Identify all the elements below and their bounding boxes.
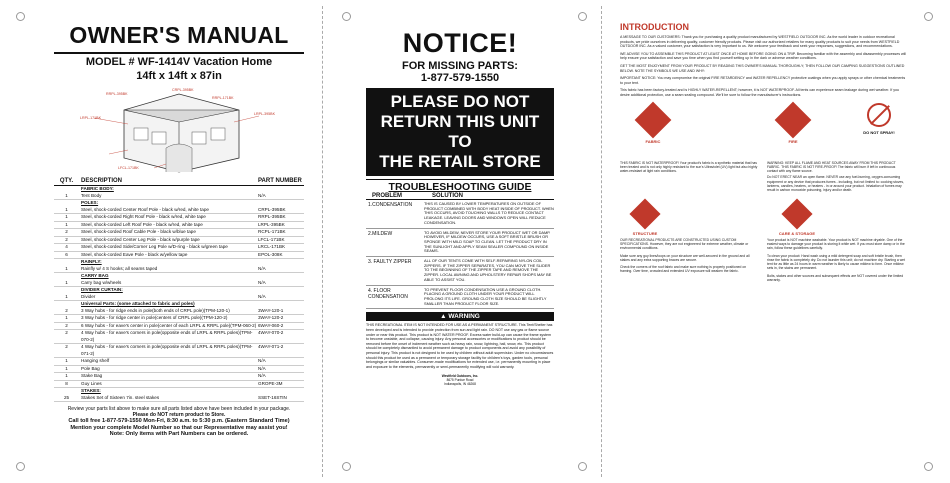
description-cell: Tent Body [81,192,102,198]
parts-row [54,237,304,245]
qty-cell: 1 [65,315,68,320]
parts-row [54,308,304,316]
parts-row [54,366,304,374]
description-cell: Steel, shock-corded Center Roof Pole - black w/red, white tape [81,206,209,212]
description-cell: RAINFLY: [81,259,102,264]
qty-cell: 1 [65,206,68,212]
part-number-cell: N/A [258,279,266,285]
description-cell: 3 Way hubs - for ridge center in pole(centers of CRPL pole)(TPM-120-2) [81,315,228,320]
fire-symbol [768,103,818,144]
banner-line: PLEASE DO NOT [390,92,530,111]
description-cell: 4 Way hubs - for eave's corners in pole(opposite ends of LRPL & RRPL poles)(TPM-070-2) [81,330,253,342]
solution-cell: TO PREVENT FLOOR CONDENSATION USE A GROUND CLOTH. PLACING A GROUND CLOTH UNDER YOUR PRODUCT WILL PROLONG ITS LIFE. GROUND CLOTH SIZE SHOULD BE SLIGHTLY SMALLER THAN PRODUCT FLOOR SIZE. [424,286,547,306]
description-cell: FABRIC BODY: [81,186,114,191]
care-symbol [767,203,827,236]
parts-row [54,373,304,381]
parts-row [54,280,304,288]
care-storage-icon [781,198,812,229]
part-number-cell: LRPL-395BK [258,221,285,227]
description-cell: Steel, shock-corded Right Roof Pole - black w/red, white tape [81,214,206,219]
fabric-column [620,161,759,193]
notice-heading: NOTICE! [402,28,518,58]
troubleshooting-row [366,200,554,229]
parts-row [54,381,304,389]
troubleshooting-header [366,193,554,200]
warning-text: THIS RECREATIONAL ITEM IS NOT INTENDED FOR USE AS A PERMANENT STRUCTURE. This Tent/Shelter has been developed and is intended to provide protection from sun and light rain. DO NOT use any gas or flame source under or near this product. This product is NOT WATER PROOF. Excess water build-up can cause the frame system to become unstable, and collapse, causing injury. Any personal accessories or modifications to product should be removed before the onset of inclement weather such as heavy rain, snow, lightning, hail, snow, etc. This product should be completely dismantled to avoid permanent damage to product components and avoid any possibility of personal injury. This product is not designed to be used by children without adult supervision. Under no circumstances should this product be used as a permanent or temporary storage facility for children's toys, garden tools, personal belongings or similar valuables. Consumer-made modifications for extended use, i.e. permanently mounting in place and exposure to the elements, permanently or semi-permanently modifying will void warranty. [366,323,554,369]
parts-row [54,229,304,237]
structure-care-columns [620,199,906,283]
description-cell: STAKES: [81,388,101,393]
part-number-cell: LRCL-171BK [258,244,286,249]
description-cell: Pole Bag [81,365,100,371]
description-header: DESCRIPTION [81,178,123,184]
part-number-cell: N/A [258,365,266,371]
part-number-cell: 3WAY-120-1 [258,307,284,313]
part-number-cell: 4WAY-071-2 [258,344,284,349]
tent-label: LRPL-171BK [80,116,101,120]
description-cell: Stake Bag [81,373,103,378]
punch-hole [342,12,351,21]
part-number-cell: N/A [258,192,266,198]
manual-title: OWNER'S MANUAL [69,22,289,48]
parts-list-header [54,178,304,186]
footer-note: Note: Only items with Part Numbers can be ordered. [109,430,249,437]
solution-cell: ALL OF OUR TENTS COME WITH SELF-REPAIRING NYLON COIL ZIPPERS. IF THE ZIPPER SEPARATES, YOU CAN MOVE THE SLIDER TO THE BEGINNING OF THE ZIPPER TAPE AND REMOVE THE ZIPPER. LOCAL AWNING AND UPHOLSTERY REPAIR SHOPS MAY BE ABLE TO ASSIST YOU. [424,258,552,282]
solution-cell: TO AVOID MILDEW, NEVER STORE YOUR PRODUCT WET OR DAMP. HOWEVER, IF MILDEW OCCURS, USE A SOFT BRISTLE BRUSH OR SPONGE WITH MILD SOAP TO CLEAN. LET THE PRODUCT DRY IN THE SUNLIGHT AND APPLY SEAM SEALER COMPOUND ON INSIDE SEAMS. [424,229,551,254]
qty-cell: 1 [65,221,68,227]
fire-column [767,161,906,193]
troubleshooting-row [366,286,554,310]
fire-warning-text: WARNING: KEEP ALL FLAME AND HEAT SOURCES AWAY FROM THIS PRODUCT FABRIC. THIS FABRIC IS NOT FIRE-PROOF! The fabric will burn if left in continuous contact with any flame source. [767,160,896,174]
description-cell: Stakes Set of Sixteen 7in. steel stakes [81,394,160,400]
fabric-symbol [628,103,678,144]
structure-icon [629,198,660,229]
part-number-cell: CRPL-395BK [258,206,286,212]
description-cell: 6 Way hubs - for eave's center in pole(center of each LRPL & RRPL pole)(TPM-060-2) [81,322,257,328]
qty-cell: 1 [65,293,68,299]
parts-row [54,252,304,260]
parts-row [54,222,304,230]
description-cell: POLES: [81,200,99,205]
punch-hole [578,12,587,21]
model-number: MODEL # WF-1414V Vacation Home [85,56,273,68]
fire-warning-text-2: Do NOT ERECT NEAR an open flame. NEVER use any fuel-burning, oxygen-consuming equipment or any device that produces fumes - including, but not limited to: cooking stoves, lanterns, candles, heaters, or heaters - in or around your product. Inhalation of fumes may result in carbon monoxide poisoning, injury and/or death. [767,175,905,193]
qty-cell: 2 [65,330,68,335]
punch-hole [16,462,25,471]
qty-cell: 2 [65,229,68,234]
parts-row [54,207,304,215]
qty-cell: 1 [65,192,68,198]
part-number-cell: RRPL-395BK [258,214,286,219]
description-cell: DIVIDER CURTAIN: [81,287,123,292]
description-cell: Guy Lines [81,380,102,386]
footer-do-not-return: Please do NOT return product to Store. [132,412,226,419]
guy-lines-text: Make sure any guy lines/loops on your structure are well-secured in the ground and all stakes and any extra supporting braces are secure. [620,253,750,262]
care-text: Your product is NOT machine washable. Your product is NOT machine dryable. One of the easiest ways to damage your product is storing it while wet. If you must store damp or in the rain, follow these guidelines carefully. [767,237,905,251]
structure-column [620,199,759,283]
intro-symbols: GET THE MOST ENJOYMENT FROM YOUR PRODUCT BY READING THIS OWNER'S MANUAL THOROUGHLY; THEN FOLLOW OUR CAMPING SUGGESTIONS OUTLINED BELOW. NOTE THE SYMBOLS WE USE AND WHY: [620,63,905,73]
structure-text: OUR RECREATIONAL PRODUCTS ARE CONSTRUCTED USING CUSTOM SPECIFICATIONS. However, they are not engineered for extreme weather, climate or environmental conditions. [620,237,749,251]
parts-footer [54,406,304,437]
care-column [767,199,906,283]
description-cell: 3 Way hubs - for ridge ends in pole(both ends of CRPL pole)(TPM-120-1) [81,307,230,313]
no-spray-label: DO NOT SPRAY! [863,129,895,135]
distributor-street: 8675 Purdue Road [446,378,474,383]
part-number-cell: EPOL-308K [258,251,283,257]
part-number-cell: 3WAY-120-2 [258,315,284,320]
qty-cell: 1 [65,279,68,285]
structure-label: STRUCTURE [632,230,658,236]
footer-review: Review your parts list above to make sure all parts listed above have been included in your package. [67,406,291,412]
parts-row [54,294,304,302]
part-number-cell: N/A [258,293,266,299]
part-number-cell: RCPL-171BK [258,229,286,234]
punch-hole [924,12,933,21]
parts-row [54,244,304,252]
footer-call: Call toll free 1-877-579-1550 Mon-Fri, 8:30 a.m. to 5:30 p.m. (Eastern Standard Time) [68,418,290,425]
warning-label: WARNING [448,313,480,321]
owners-manual-panel [54,22,304,462]
problem-cell: 1.CONDENSATION [368,202,413,208]
symbol-row [620,101,906,161]
parts-row [54,330,304,344]
clean-text: To clean your product: Hand wash using a mild detergent soap and soft bristle brush, then rinse the fabric is completely dry. Do not launder this unit; do not machine dry. Starting a wet tent for as little as 24 hours in warm weather is likely to cause mildew to form. Once mildew sets in, the stains are permanent. [767,253,906,271]
structure-symbol [620,203,670,236]
title-rule [54,52,304,54]
part-number-cell: SSET-16STIN [258,394,287,400]
qty-cell: 2 [65,322,68,328]
tent-size: 14ft x 14ft x 87in [136,70,222,82]
qty-cell: 1 [65,214,68,219]
fire-label: FIRE [788,138,798,144]
part-number-cell: GROPE-3M [258,380,283,386]
part-number-cell: N/A [258,373,266,378]
introduction-panel [620,22,906,472]
warning-bar [366,312,554,321]
intro-fabric: This fabric has been factory-treated and is HIGHLY WATER-REPELLENT; however, it is NOT WATERPROOF. All tents can experience seam leakage during wet weather. If you desire additional protection, use a seam sealing compound. We'll be sure to follow the manufacturer's instructions. [620,88,900,97]
parts-row [54,358,304,366]
do-not-return-banner [366,88,554,176]
description-cell: Steel, shock-corded Left Roof Pole - black w/red, white tape [81,221,203,227]
qty-cell: 1 [65,365,68,371]
qty-header: QTY. [59,178,74,184]
description-cell: CARRY BAG [81,273,109,278]
part-number-cell: N/A [258,265,266,271]
qty-cell: 4 [65,244,68,249]
banner-line: RETURN THIS UNIT TO [380,112,540,151]
punch-hole [578,462,587,471]
notice-panel [366,28,554,468]
qty-cell: 25 [63,394,70,400]
tent-label: LFCL-171BK [118,166,139,170]
fire-icon [775,101,812,138]
no-spray-symbol [852,103,906,135]
parts-row [54,344,304,358]
part-number-cell: 6WAY-060-2 [258,322,284,328]
qty-cell: 2 [65,344,68,349]
parts-row [54,323,304,331]
qty-cell: 2 [65,236,68,242]
punch-hole [16,12,25,21]
part-number-header: PART NUMBER [258,178,302,184]
distributor-name: Westfield Outdoors, Inc. [441,374,479,379]
qty-cell: 1 [65,358,68,363]
qty-cell: 2 [65,307,68,313]
distributor-city: Indianapolis, IN 46268 [444,382,476,387]
punch-hole [924,462,933,471]
description-cell: Steel, shock-corded Side/Corner Leg Pole w/D-ring - black w/green tape [81,244,228,249]
banner-line: THE RETAIL STORE [379,152,541,171]
description-cell: Steel, shock-corded Eave Pole - black w/yellow tape [81,251,188,257]
fold-line-right [601,6,602,477]
part-number-cell: N/A [258,358,266,363]
warranty-text: Bolts, stakes and other sources and subsequent effects are NOT covered under the limited warranty. [767,273,904,282]
problem-cell: 2.MILDEW [368,230,393,237]
tent-illustration [54,88,304,176]
part-number-cell: 4WAY-070-2 [258,330,284,335]
troubleshooting-row [366,229,554,258]
problem-cell: 3. FAULTY ZIPPER [368,259,412,266]
fabric-fire-columns [620,161,906,193]
parts-row [54,214,304,222]
description-cell: Carry bag w/wheels [81,279,122,285]
roof-fabric-text: Check the corners of the roof fabric and make sure nothing is properly positioned on framing. Over time, crowded and extended UV exposure will weaken the fabric. [620,265,747,274]
problem-header: PROBLEM [372,193,402,199]
description-cell: Steel, shock-corded Roof Cable Pole - black w/blue tape [81,229,196,234]
missing-parts-phone: 1-877-579-1550 [420,72,500,84]
no-spray-icon [867,103,891,127]
introduction-title: INTRODUCTION [620,22,689,32]
parts-row [54,315,304,323]
parts-list [54,186,304,402]
parts-row [54,266,304,274]
solution-header: SOLUTION [432,193,463,199]
description-cell: Hanging shelf [81,358,110,363]
part-number-cell: LFCL-171BK [258,236,285,242]
description-cell: Rainfly w/ 4 S hooks; all seams taped [81,265,158,271]
qty-cell: 6 [65,251,68,257]
description-cell: Universal Parts: (some attached to fabric and poles) [81,301,195,306]
intro-notice: IMPORTANT NOTICE: You may compromise the original FIRE RETARDENCY and WATER REPELLENCY protective coatings when you apply sprays or other chemical treatments to your tent. [620,76,906,85]
parts-row [54,193,304,201]
tent-drawing [54,88,304,176]
problem-cell: 4. FLOOR CONDENSATION [368,287,408,300]
tent-label: RRPL-395BK [106,92,128,96]
qty-cell: 1 [65,373,68,378]
qty-cell: 8 [65,380,68,386]
tent-label: CRPL-395BK [172,88,194,92]
qty-cell: 1 [65,265,68,271]
solution-cell: THIS IS CAUSED BY LOWER TEMPERATURES ON OUTSIDE OF PRODUCT COMBINED WITH BODY HEAT INSIDE OF PRODUCT. WHEN THIS OCCURS, AVOID TOUCHING WALLS TO REDUCE CONTACT LEAKAGE. LEAVING DOORS AND WINDOWS OPEN WILL REDUCE CONDENSATION. [424,201,554,225]
intro-message: A MESSAGE TO OUR CUSTOMERS: Thank you for purchasing a quality product manufactured by WESTFIELD OUTDOOR INC. As the world leader in outdoor recreational products, we pride ourselves in delivering quality, customer friendly products. Please visit our authorized retailers for many quality products to suit your needs from WESTFIELD OUTDOOR INC. As a valued customer, your satisfaction is very important to us. We welcome your feedback and seek your responses, suggestions, and recommendations. [620,35,900,49]
fold-line-left [322,6,323,477]
tent-label: LRPL-395BK [254,112,275,116]
care-label: CARE & STORAGE [778,230,816,236]
distributor-info [366,374,554,386]
fabric-label: FABRIC [645,138,661,144]
fabric-text: THIS FABRIC IS NOT WATERPROOF! Your product's fabric is a synthetic material that has been treated and is not only highly resistant to the sun's Ultraviolet (UV) light but also highly water-resistant at light rain conditions. [620,160,758,174]
punch-hole [342,462,351,471]
troubleshooting-row [366,257,554,286]
troubleshooting-title: TROUBLESHOOTING GUIDE [366,179,554,193]
description-cell: 4 Way hubs - for eave's corners in pole(opposite ends of LRPL & RRPL poles)(TPM-071-2) [81,344,253,356]
footer-mention: Mention your complete Model Number so that our Representative may assist you! [70,424,288,431]
parts-row [54,395,304,403]
intro-assemble: WE ADVISE YOU TO ASSEMBLE THIS PRODUCT AT LEAST ONCE AT HOME BEFORE GOING ON A TRIP. Becoming familiar with the assembly and disassembly processes will help ensure your satisfaction and save you time when you find yourself setting up in the dark or adverse weather conditions. [620,51,906,61]
description-cell: Steel, shock-corded Center Leg Pole - black w/purple tape [81,236,200,242]
warning-triangle-icon: ▲ [440,313,447,321]
description-cell: Divider [81,293,96,299]
missing-parts-label: FOR MISSING PARTS: [402,60,518,72]
fabric-icon [635,101,672,138]
tent-label: RRPL-171BK [212,96,234,100]
